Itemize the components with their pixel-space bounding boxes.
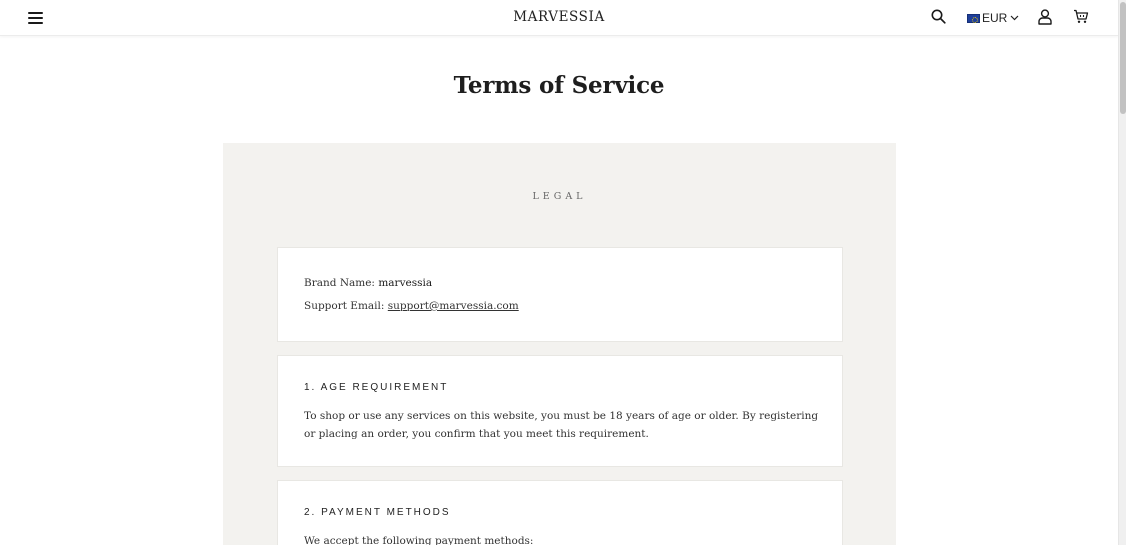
section-label: LEGAL <box>532 191 587 202</box>
support-email-label: Support Email: <box>304 300 385 312</box>
cart-button[interactable] <box>1073 9 1089 24</box>
search-button[interactable] <box>931 9 946 24</box>
page-title: Terms of Service <box>453 72 665 99</box>
section-body: To shop or use any services on this website, you must be 18 years of age or older. By registering or placing an order, you confirm that you meet this requirement. <box>304 410 819 440</box>
chevron-down-icon <box>1010 15 1019 21</box>
user-icon <box>1038 9 1052 25</box>
section-heading: 1. AGE REQUIREMENT <box>304 382 449 393</box>
search-icon <box>931 9 946 24</box>
support-email-line <box>304 300 519 312</box>
brand-link[interactable]: MARVESSIA <box>513 9 605 25</box>
brand-info-card <box>277 247 843 342</box>
scrollbar-thumb[interactable] <box>1120 2 1126 114</box>
terms-section-card <box>277 480 843 545</box>
terms-section-card <box>277 355 843 467</box>
support-email-link[interactable]: support@marvessia.com <box>387 300 519 312</box>
page-scrollbar[interactable] <box>1118 0 1126 545</box>
legal-panel <box>223 143 896 545</box>
account-button[interactable] <box>1038 9 1052 25</box>
eu-flag-icon <box>967 14 980 23</box>
brand-name-line <box>304 277 432 289</box>
section-body: We accept the following payment methods: <box>304 535 534 545</box>
currency-code: EUR <box>982 11 1008 25</box>
cart-icon <box>1073 9 1089 24</box>
section-heading: 2. PAYMENT METHODS <box>304 507 451 518</box>
brand-name-label: Brand Name: <box>304 277 375 289</box>
site-header <box>0 0 1118 36</box>
currency-selector[interactable] <box>967 11 1019 25</box>
brand-name-value: marvessia <box>378 277 433 289</box>
brand-logo <box>0 9 1118 25</box>
